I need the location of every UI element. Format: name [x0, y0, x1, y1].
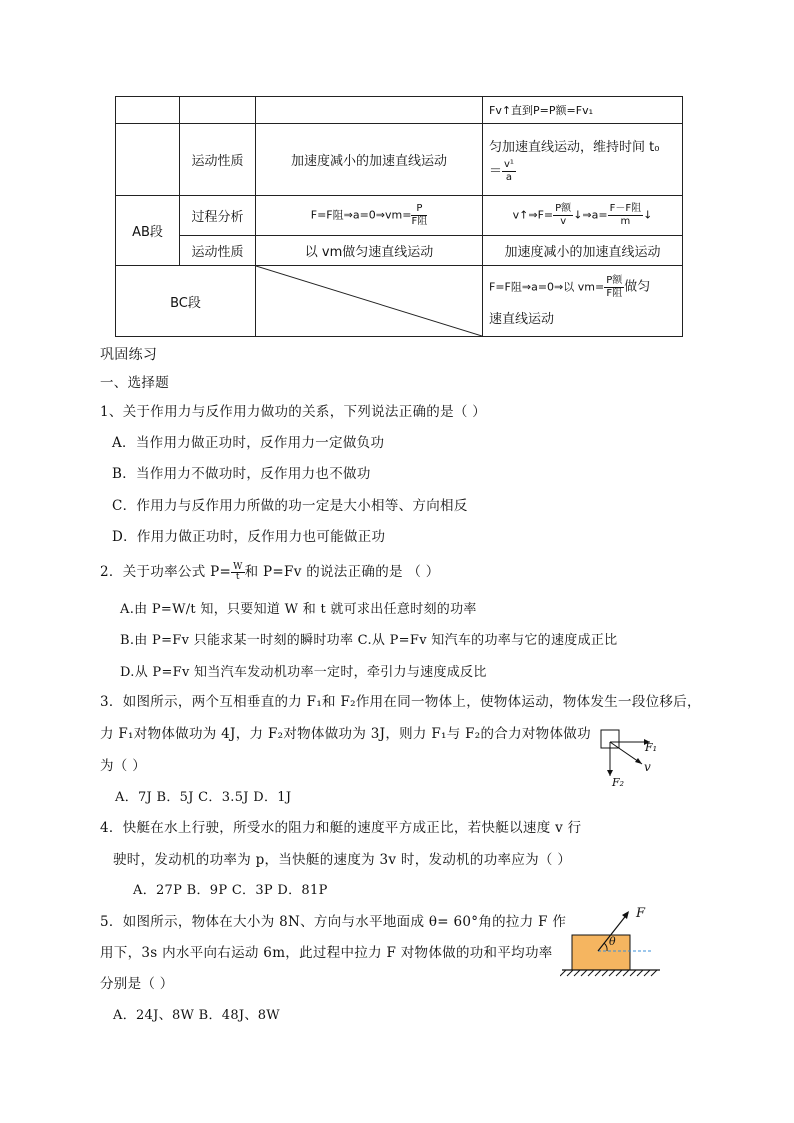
- frac-den: v: [560, 216, 567, 227]
- frac-num: v¹: [504, 158, 514, 170]
- table-cell-diagonal: [256, 266, 483, 337]
- question-5-options: A．24J、8W B．48J、8W: [113, 1008, 280, 1023]
- cell-text: ↓⇒a=: [573, 208, 608, 222]
- v-arrowhead: [635, 758, 642, 764]
- question-2-option-a: A.由 P=W/t 知，只要知道 W 和 t 就可求出任意时刻的功率: [120, 602, 477, 617]
- table-cell: Fv↑直到P=P额=Fv₁: [483, 97, 683, 124]
- question-3-line-3: 为（ ）: [100, 758, 146, 774]
- frac-den: a: [505, 171, 513, 183]
- bc-section-label: BC段: [116, 266, 256, 337]
- cell-text: 匀加速直线运动，维持时间 t₀: [489, 139, 660, 155]
- table-cell: [180, 97, 256, 124]
- table-row-label: 运动性质: [180, 236, 256, 266]
- table-cell: 加速度减小的加速直线运动: [483, 236, 683, 266]
- stem-text: 2．关于功率公式 P=: [100, 564, 232, 580]
- fraction: [608, 203, 644, 228]
- question-4-line-2: 驶时，发动机的功率为 p，当快艇的速度为 3v 时，发动机的功率应为（ ）: [113, 852, 572, 868]
- question-3-line-2: 力 F₁对物体做功为 4J，力 F₂对物体做功为 3J，则力 F₁与 F₂的合力对物体做功: [100, 726, 591, 742]
- question-4-options: A．27P B．9P C．3P D．81P: [133, 883, 328, 898]
- question-3-options: A．7J B．5J C．3.5J D．1J: [115, 790, 292, 805]
- question-1-option-d: D．作用力做正功时，反作用力也可能做正功: [112, 529, 386, 545]
- frac-num: P额: [606, 275, 623, 286]
- table-cell: 以 vm做匀速直线运动: [256, 236, 483, 266]
- fraction: [231, 563, 245, 582]
- f2-label: F₂: [612, 776, 625, 789]
- cell-text: v↑⇒F=: [512, 208, 554, 222]
- ground-hatch: [560, 970, 657, 976]
- cell-text: ↓: [643, 208, 653, 222]
- fraction: [502, 159, 516, 184]
- cell-text: 速直线运动: [489, 312, 555, 327]
- question-2-stem: [100, 560, 440, 582]
- question-1-option-b: B．当作用力不做功时，反作用力也不做功: [112, 466, 371, 482]
- question-1-stem: 1、关于作用力与反作用力做功的关系，下列说法正确的是（ ）: [100, 404, 487, 420]
- question-1-option-a: A．当作用力做正功时，反作用力一定做负功: [112, 435, 385, 451]
- cell-text: F=F阻⇒a=0⇒以 vm=: [489, 280, 605, 294]
- table-cell: [483, 196, 683, 236]
- stem-text: 和 P=Fv 的说法正确的是 （ ）: [244, 564, 440, 580]
- table-cell: 加速度减小的加速直线运动: [256, 124, 483, 196]
- frac-den: m: [620, 216, 631, 227]
- question-3-line-1: 3．如图所示，两个互相垂直的力 F₁和 F₂作用在同一物体上，使物体运动，物体发生一段位移后，: [100, 694, 701, 710]
- frac-den: F阻: [606, 288, 623, 299]
- table-cell: [116, 124, 180, 196]
- frac-den: t: [235, 572, 240, 582]
- summary-table: [115, 96, 683, 337]
- frac-num: W: [233, 562, 243, 572]
- table-cell: [256, 97, 483, 124]
- theta-label: θ: [609, 935, 616, 948]
- section-subheading: 一、选择题: [100, 375, 169, 391]
- f1-label: F₁: [645, 741, 658, 754]
- table-cell: [116, 97, 180, 124]
- question-1-option-c: C．作用力与反作用力所做的功一定是大小相等、方向相反: [112, 498, 468, 514]
- question-5-line-2: 用下，3s 内水平向右运动 6m，此过程中拉力 F 对物体做的功和平均功率: [100, 945, 553, 961]
- frac-num: P: [411, 203, 427, 216]
- frac-num: P额: [555, 203, 572, 214]
- cell-text: F=F阻⇒a=0⇒vm=: [310, 208, 412, 222]
- table-cell: [256, 196, 483, 236]
- frac-num: F－F阻: [609, 203, 642, 214]
- question-2-option-bc: B.由 P=Fv 只能求某一时刻的瞬时功率 C.从 P=Fv 知汽车的功率与它的速度成正比: [120, 633, 618, 648]
- table-cell: [483, 266, 683, 337]
- table-row-label: 运动性质: [180, 124, 256, 196]
- ab-section-label: AB段: [116, 196, 180, 266]
- fraction: [553, 203, 573, 228]
- block: [572, 935, 630, 970]
- frac-den: F阻: [411, 216, 428, 227]
- f-label: F: [636, 906, 646, 921]
- question-4-line-1: 4．快艇在水上行驶，所受水的阻力和艇的速度平方成正比，若快艇以速度 v 行: [100, 820, 582, 836]
- fraction: [604, 275, 624, 300]
- table-row-label: 过程分析: [180, 196, 256, 236]
- fraction: [411, 203, 427, 228]
- section-heading: 巩固练习: [100, 347, 158, 363]
- diagonal-line: [256, 266, 482, 336]
- f-arrowhead: [622, 911, 629, 919]
- v-label: v: [644, 760, 651, 774]
- question-5-line-3: 分别是（ ）: [100, 976, 174, 992]
- force-diagram: [596, 724, 666, 794]
- table-cell: 匀加速直线运动，维持时间 t₀ ＝ $\frac{\text{v¹}}{a}$: [483, 124, 683, 196]
- question-2-option-d: D.从 P=Fv 知当汽车发动机功率一定时，牵引力与速度成反比: [120, 665, 487, 680]
- question-5-line-1: 5．如图所示，物体在大小为 8N、方向与水平地面成 θ= 60°角的拉力 F 作: [100, 914, 567, 930]
- cell-text: 做匀: [624, 279, 651, 295]
